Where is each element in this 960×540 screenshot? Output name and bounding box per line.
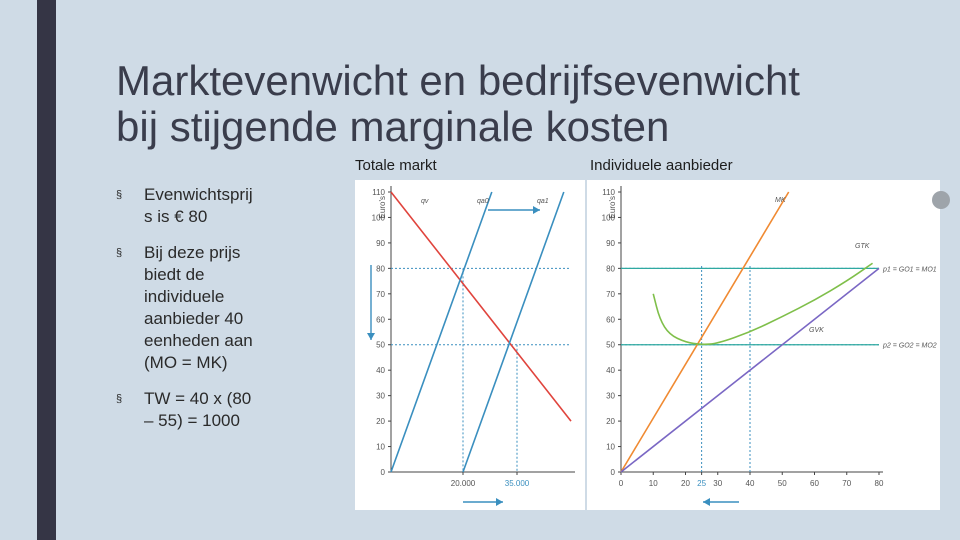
x-tick-label: 35.000 xyxy=(504,479,530,488)
bullet-text-line: biedt de xyxy=(144,265,205,284)
shift-arrow-head xyxy=(367,333,375,340)
x-tick-label: 70 xyxy=(842,479,852,488)
bullet-text-line: s is € 80 xyxy=(144,207,208,226)
x-tick-label: 10 xyxy=(648,479,658,488)
y-tick-label: 50 xyxy=(376,340,385,350)
shift-arrow-head xyxy=(496,498,503,506)
series-label-qv: qv xyxy=(421,198,429,205)
series-qa0 xyxy=(391,192,492,472)
y-tick-label: 100 xyxy=(601,213,615,223)
x-tick-label: 60 xyxy=(810,479,819,488)
bullet-text-line: TW = 40 x (80 xyxy=(144,389,252,408)
y-tick-label: 40 xyxy=(376,366,385,376)
chart-panel-market xyxy=(355,180,585,510)
y-tick-label: 50 xyxy=(606,340,615,350)
series-label-qa1: qa1 xyxy=(537,198,549,205)
bullet-text-line: – 55) = 1000 xyxy=(144,411,240,430)
shift-arrow-head xyxy=(703,498,710,506)
price-line-label: p2 = GO2 = MO2 xyxy=(883,342,937,350)
y-tick-label: 60 xyxy=(376,315,385,325)
series-gtk xyxy=(653,263,872,344)
y-tick-label: 70 xyxy=(606,289,615,299)
y-axis-label: Euro's xyxy=(378,196,387,219)
bullet-marker: § xyxy=(116,189,123,201)
y-tick-label: 80 xyxy=(606,264,615,274)
series-qv xyxy=(391,192,571,421)
x-tick-label: 0 xyxy=(618,479,624,488)
y-tick-label: 10 xyxy=(606,442,615,452)
bullet-list xyxy=(116,184,316,446)
shift-arrow-head xyxy=(533,206,540,214)
bullet-text-line: eenheden aan xyxy=(144,331,253,350)
bullet-item xyxy=(116,242,316,374)
y-tick-label: 100 xyxy=(371,213,385,223)
series-label-qa0: qa0 xyxy=(477,198,489,205)
bullet-text-line: individuele xyxy=(144,287,225,306)
slide-title xyxy=(116,58,916,150)
bullet-item xyxy=(116,388,316,432)
x-tick-label: 20 xyxy=(681,479,690,488)
title-line-1: Marktevenwicht en bedrijfsevenwicht xyxy=(116,57,800,104)
price-line-label: p1 = GO1 = MO1 xyxy=(883,266,937,274)
x-tick-label: 40 xyxy=(745,479,755,488)
series-label-mk: MK xyxy=(775,197,786,204)
chart-total-market xyxy=(355,180,585,510)
y-tick-label: 10 xyxy=(376,442,385,452)
series-label-gvk: GVK xyxy=(809,327,824,334)
series-label-gtk: GTK xyxy=(855,243,870,250)
x-tick-label: 50 xyxy=(777,479,787,488)
series-mk xyxy=(621,192,789,472)
bullet-marker: § xyxy=(116,247,123,259)
y-tick-label: 20 xyxy=(376,417,385,427)
y-tick-label: 80 xyxy=(376,264,385,274)
bullet-text-line: Evenwichtsprij xyxy=(144,185,253,204)
y-tick-label: 110 xyxy=(602,188,615,197)
y-axis-label: Euro's xyxy=(608,196,617,219)
y-tick-label: 0 xyxy=(380,468,385,477)
label-individual-supplier: Individuele aanbieder xyxy=(590,157,733,174)
y-tick-label: 60 xyxy=(606,315,615,325)
y-tick-label: 90 xyxy=(376,238,385,248)
y-tick-label: 70 xyxy=(376,289,385,299)
bullet-marker: § xyxy=(116,393,123,405)
left-accent-bar xyxy=(37,0,56,540)
y-tick-label: 0 xyxy=(610,468,615,477)
series-qa1 xyxy=(463,192,564,472)
chart-panel-individual xyxy=(587,180,940,510)
y-tick-label: 40 xyxy=(606,366,615,376)
y-tick-label: 30 xyxy=(376,391,385,401)
bullet-item xyxy=(116,184,316,228)
chart-individual-supplier xyxy=(587,180,940,510)
x-tick-label: 20.000 xyxy=(450,479,476,488)
x-tick-label: 25 xyxy=(697,479,707,488)
x-tick-label: 80 xyxy=(874,479,884,488)
y-tick-label: 110 xyxy=(372,188,385,197)
slide-scroll-handle[interactable] xyxy=(932,191,950,209)
label-total-market: Totale markt xyxy=(355,157,437,174)
bullet-text-line: (MO = MK) xyxy=(144,353,228,372)
y-tick-label: 90 xyxy=(606,238,615,248)
bullet-text-line: aanbieder 40 xyxy=(144,309,244,328)
title-line-2: bij stijgende marginale kosten xyxy=(116,103,670,150)
y-tick-label: 20 xyxy=(606,417,615,427)
x-tick-label: 30 xyxy=(713,479,723,488)
bullet-text-line: Bij deze prijs xyxy=(144,243,241,262)
y-tick-label: 30 xyxy=(606,391,615,401)
